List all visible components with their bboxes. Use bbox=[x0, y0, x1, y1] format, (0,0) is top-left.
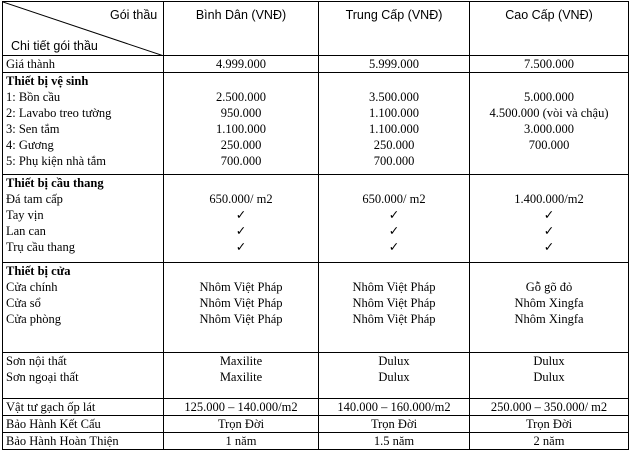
package-basic-header: Bình Dân (VNĐ) bbox=[164, 2, 319, 56]
package-comparison-table bbox=[2, 1, 629, 450]
package-mid-header: Trung Cấp (VNĐ) bbox=[319, 2, 470, 56]
stairs-premium-values bbox=[470, 175, 629, 263]
doors-premium-values bbox=[470, 263, 629, 353]
doors-item-label: Cửa chính bbox=[6, 280, 58, 294]
tiles-row bbox=[3, 399, 629, 416]
doors-mid-values bbox=[319, 263, 470, 353]
stairs-basic-values bbox=[164, 175, 319, 263]
warranty-structure-row bbox=[3, 416, 629, 433]
sanitary-premium-values bbox=[470, 73, 629, 175]
paint-item-label: Sơn ngoại thất bbox=[6, 370, 79, 384]
sanitary-value: 250.000 bbox=[373, 138, 415, 152]
stairs-item-label: Trụ cầu thang bbox=[6, 240, 75, 254]
sanitary-section bbox=[3, 73, 629, 175]
doors-value: Nhôm Xingfa bbox=[514, 296, 584, 310]
warranty-finish-label: Bảo Hành Hoàn Thiện bbox=[3, 433, 164, 450]
package-premium-header: Cao Cấp (VNĐ) bbox=[470, 2, 629, 56]
doors-value: Nhôm Việt Pháp bbox=[199, 312, 283, 326]
doors-item-label: Cửa phòng bbox=[6, 312, 62, 326]
warranty-finish-premium: 2 năm bbox=[470, 433, 629, 450]
paint-labels bbox=[3, 353, 164, 399]
sanitary-value: 950.000 bbox=[220, 106, 262, 120]
corner-header-cell bbox=[3, 2, 164, 56]
package-header-label: Gói thầu bbox=[110, 8, 158, 22]
warranty-structure-premium: Trọn Đời bbox=[470, 416, 629, 433]
stairs-mid-values bbox=[319, 175, 470, 263]
tiles-basic: 125.000 – 140.000/m2 bbox=[164, 399, 319, 416]
sanitary-value: 5.000.000 bbox=[524, 90, 574, 104]
paint-value: Maxilite bbox=[219, 370, 263, 384]
doors-labels bbox=[3, 263, 164, 353]
sanitary-value: 3.000.000 bbox=[524, 122, 574, 136]
stairs-section bbox=[3, 175, 629, 263]
doors-title: Thiết bị cửa bbox=[6, 264, 71, 278]
sanitary-title: Thiết bị vệ sinh bbox=[6, 74, 89, 88]
check-icon: ✓ bbox=[388, 224, 400, 238]
doors-basic-values bbox=[164, 263, 319, 353]
sanitary-item-label: 2: Lavabo treo tường bbox=[6, 106, 112, 120]
check-icon: ✓ bbox=[543, 208, 555, 222]
sanitary-item-label: 5: Phụ kiện nhà tắm bbox=[6, 154, 106, 168]
sanitary-value: 250.000 bbox=[220, 138, 262, 152]
price-premium: 7.500.000 bbox=[470, 56, 629, 73]
doors-value: Nhôm Việt Pháp bbox=[352, 312, 436, 326]
doors-section bbox=[3, 263, 629, 353]
check-icon: ✓ bbox=[235, 240, 247, 254]
sanitary-value: 3.500.000 bbox=[369, 90, 419, 104]
tiles-mid: 140.000 – 160.000/m2 bbox=[319, 399, 470, 416]
sanitary-item-label: 3: Sen tắm bbox=[6, 122, 60, 136]
stairs-value: 1.400.000/m2 bbox=[514, 192, 584, 206]
warranty-finish-mid: 1.5 năm bbox=[319, 433, 470, 450]
stairs-value: 650.000/ m2 bbox=[362, 192, 426, 206]
check-icon: ✓ bbox=[543, 240, 555, 254]
paint-premium-values bbox=[470, 353, 629, 399]
paint-section bbox=[3, 353, 629, 399]
header-row bbox=[3, 2, 629, 56]
stairs-labels bbox=[3, 175, 164, 263]
paint-value: Dulux bbox=[378, 370, 410, 384]
check-icon: ✓ bbox=[388, 208, 400, 222]
sanitary-value: 2.500.000 bbox=[216, 90, 266, 104]
paint-value: Dulux bbox=[533, 354, 565, 368]
check-icon: ✓ bbox=[388, 240, 400, 254]
detail-header-label: Chi tiết gói thầu bbox=[11, 39, 98, 53]
warranty-structure-mid: Trọn Đời bbox=[319, 416, 470, 433]
sanitary-value: 1.100.000 bbox=[369, 122, 419, 136]
paint-basic-values bbox=[164, 353, 319, 399]
sanitary-value: 700.000 bbox=[373, 154, 415, 168]
sanitary-value bbox=[473, 153, 625, 169]
check-icon: ✓ bbox=[235, 224, 247, 238]
tiles-label: Vật tư gạch ốp lát bbox=[3, 399, 164, 416]
doors-value: Gỗ gõ đỏ bbox=[525, 280, 573, 294]
price-basic: 4.999.000 bbox=[164, 56, 319, 73]
doors-value: Nhôm Việt Pháp bbox=[199, 296, 283, 310]
sanitary-value: 1.100.000 bbox=[369, 106, 419, 120]
sanitary-item-label: 1: Bồn cầu bbox=[6, 90, 61, 104]
paint-value: Dulux bbox=[378, 354, 410, 368]
price-mid: 5.999.000 bbox=[319, 56, 470, 73]
paint-value: Dulux bbox=[533, 370, 565, 384]
paint-value: Maxilite bbox=[219, 354, 263, 368]
paint-mid-values bbox=[319, 353, 470, 399]
sanitary-mid-values bbox=[319, 73, 470, 175]
doors-value: Nhôm Việt Pháp bbox=[352, 296, 436, 310]
sanitary-basic-values bbox=[164, 73, 319, 175]
price-row bbox=[3, 56, 629, 73]
warranty-finish-row bbox=[3, 433, 629, 450]
tiles-premium: 250.000 – 350.000/ m2 bbox=[470, 399, 629, 416]
doors-item-label: Cửa sổ bbox=[6, 296, 41, 310]
sanitary-value: 700.000 bbox=[528, 138, 570, 152]
check-icon: ✓ bbox=[235, 208, 247, 222]
sanitary-item-label: 4: Gương bbox=[6, 138, 54, 152]
doors-value: Nhôm Việt Pháp bbox=[199, 280, 283, 294]
paint-item-label: Sơn nội thất bbox=[6, 354, 67, 368]
stairs-item-label: Lan can bbox=[6, 224, 46, 238]
stairs-item-label: Tay vịn bbox=[6, 208, 44, 222]
sanitary-labels bbox=[3, 73, 164, 175]
warranty-structure-basic: Trọn Đời bbox=[164, 416, 319, 433]
warranty-structure-label: Bảo Hành Kết Cấu bbox=[3, 416, 164, 433]
doors-value: Nhôm Việt Pháp bbox=[352, 280, 436, 294]
warranty-finish-basic: 1 năm bbox=[164, 433, 319, 450]
sanitary-value: 700.000 bbox=[220, 154, 262, 168]
stairs-title: Thiết bị cầu thang bbox=[6, 176, 104, 190]
doors-value: Nhôm Xingfa bbox=[514, 312, 584, 326]
sanitary-value: 4.500.000 (vòi và chậu) bbox=[489, 106, 609, 120]
stairs-item-label: Đá tam cấp bbox=[6, 192, 63, 206]
sanitary-value: 1.100.000 bbox=[216, 122, 266, 136]
price-label: Giá thành bbox=[3, 56, 164, 73]
stairs-value: 650.000/ m2 bbox=[209, 192, 273, 206]
check-icon: ✓ bbox=[543, 224, 555, 238]
